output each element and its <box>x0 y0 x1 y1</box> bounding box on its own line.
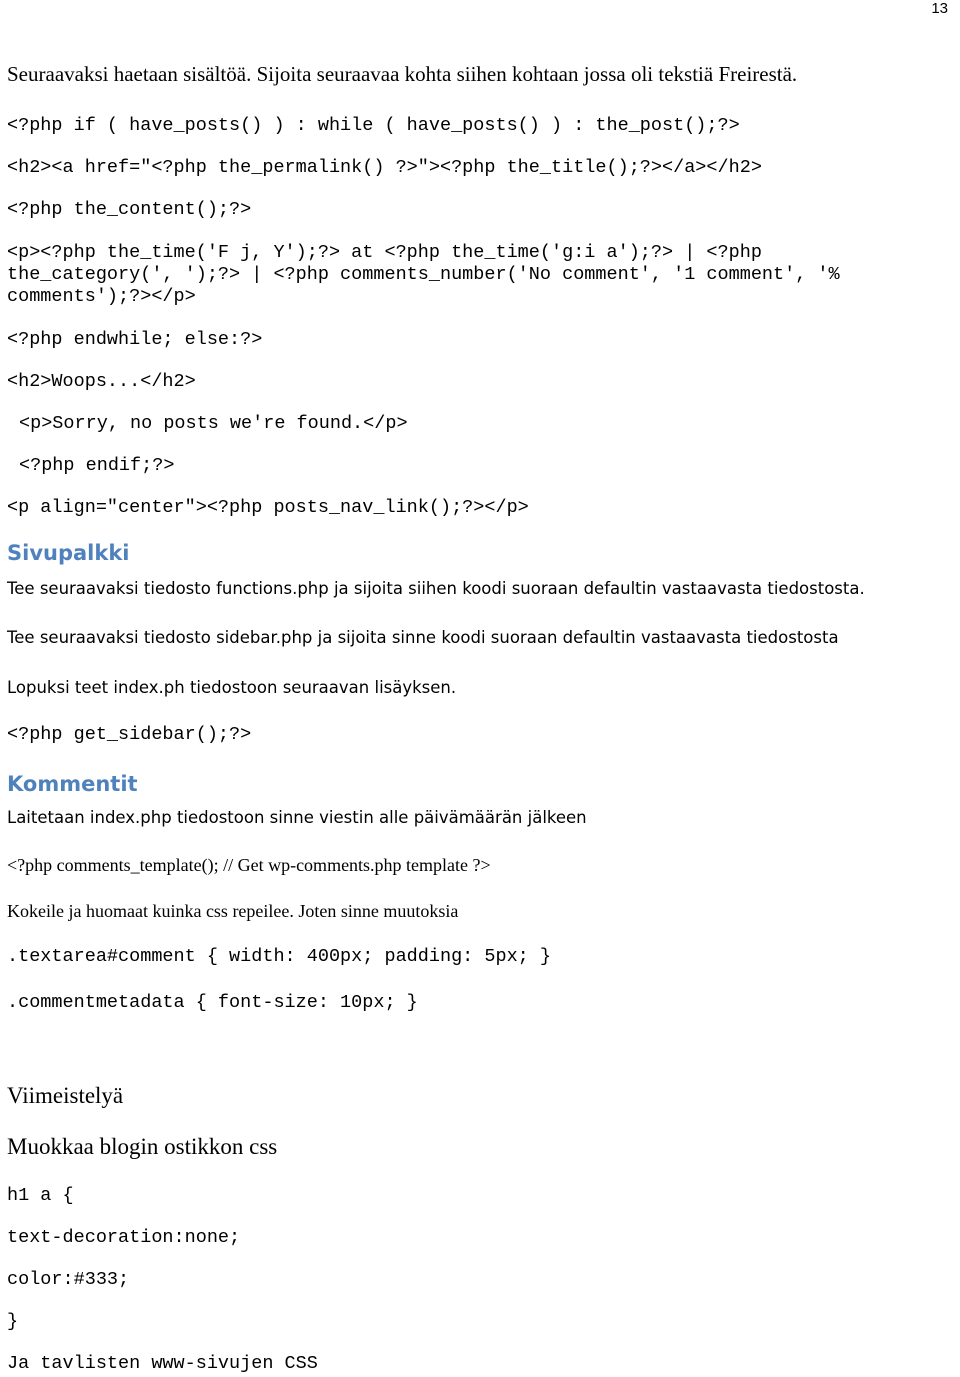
code-line: h1 a { <box>7 1185 74 1206</box>
code-line: <?php endwhile; else:?> <box>7 329 263 350</box>
code-line: <?php get_sidebar();?> <box>7 724 252 745</box>
body-text: Tee seuraavaksi tiedosto functions.php ja sijoita siihen koodi suoraan defaultin vastaavasta tiedostosta. <box>7 579 865 598</box>
code-line: <?php if ( have_posts() ) : while ( have_posts() ) : the_post();?> <box>7 115 740 136</box>
code-line: <?php comments_template(); // Get wp-comments.php template ?> <box>7 855 491 875</box>
body-text: Kokeile ja huomaat kuinka css repeilee. Joten sinne muutoksia <box>7 901 459 921</box>
intro-paragraph: Seuraavaksi haetaan sisältöä. Sijoita seuraavaa kohta siihen kohtaan jossa oli tekstiä Freirestä. <box>7 62 798 86</box>
css-line: .textarea#comment { width: 400px; padding: 5px; } <box>7 946 551 967</box>
body-text: Laitetaan index.php tiedostoon sinne viestin alle päivämäärän jälkeen <box>7 808 587 827</box>
section-heading-sidebar: Sivupalkki <box>7 541 130 565</box>
code-line: Ja tavlisten www-sivujen CSS <box>7 1353 318 1374</box>
code-line: <?php the_content();?> <box>7 199 252 220</box>
code-line: <?php endif;?> <box>19 455 175 476</box>
code-line: <p align="center"><?php posts_nav_link();?></p> <box>7 497 529 518</box>
code-line: color:#333; <box>7 1269 130 1290</box>
section-heading-nav: Muokkaa blogin ostikkon css <box>7 1134 278 1159</box>
code-line: <h2><a href="<?php the_permalink() ?>"><?php the_title();?></a></h2> <box>7 157 762 178</box>
code-line: <p><?php the_time('F j, Y');?> at <?php the_time('g:i a');?> | <?php <box>7 242 762 263</box>
css-line: .commentmetadata { font-size: 10px; } <box>7 992 418 1013</box>
body-text: Tee seuraavaksi tiedosto sidebar.php ja sijoita sinne koodi suoraan defaultin vastaavasta tiedostosta <box>7 628 839 647</box>
page-number: 13 <box>931 0 948 17</box>
section-heading-comments: Kommentit <box>7 772 138 796</box>
code-line: text-decoration:none; <box>7 1227 241 1248</box>
section-heading-finishing: Viimeistelyä <box>7 1083 124 1108</box>
code-line: <p>Sorry, no posts we're found.</p> <box>19 413 408 434</box>
code-line: } <box>7 1311 19 1332</box>
code-line: comments');?></p> <box>7 286 196 307</box>
code-line: <h2>Woops...</h2> <box>7 371 196 392</box>
body-text: Lopuksi teet index.ph tiedostoon seuraavan lisäyksen. <box>7 678 457 697</box>
code-line: the_category(', ');?> | <?php comments_number('No comment', '1 comment', '% <box>7 264 840 285</box>
